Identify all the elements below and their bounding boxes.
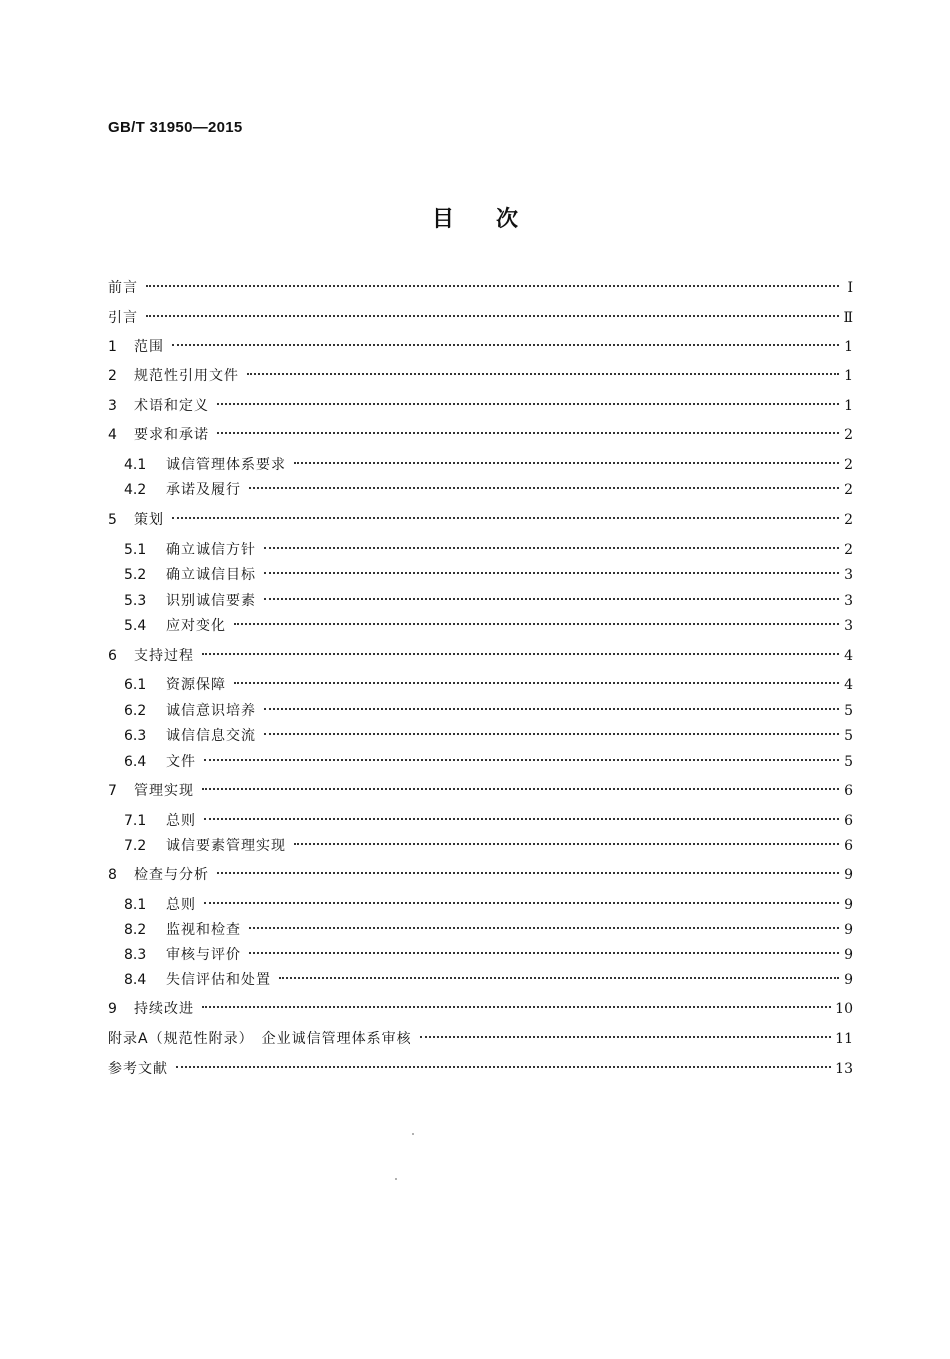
toc-entry-label: 引言 xyxy=(108,310,138,326)
toc-entry[interactable] xyxy=(108,675,853,695)
toc-entry-label: 规范性引用文件 xyxy=(134,368,239,384)
dot-leader xyxy=(247,373,839,375)
toc-entry[interactable] xyxy=(108,366,853,386)
dot-leader xyxy=(217,872,839,874)
toc-entry-number: 1 xyxy=(108,339,117,355)
toc-entry[interactable] xyxy=(108,396,853,416)
toc-entry-page-number: 1 xyxy=(844,398,853,414)
toc-entry[interactable] xyxy=(108,591,853,611)
toc-entry-label: 总则 xyxy=(166,897,196,913)
dot-leader xyxy=(249,927,839,929)
dot-leader xyxy=(202,653,839,655)
toc-entry[interactable] xyxy=(108,752,853,772)
dot-leader xyxy=(176,1066,831,1068)
toc-entry-number: 9 xyxy=(108,1001,117,1017)
toc-entry-label: 审核与评价 xyxy=(166,947,241,963)
toc-entry-number: 8 xyxy=(108,867,117,883)
toc-entry-page-number: 6 xyxy=(844,783,853,799)
toc-entry-page-number: 9 xyxy=(844,922,853,938)
toc-entry-label: 策划 xyxy=(134,512,164,528)
toc-entry-page-number: 2 xyxy=(844,457,853,473)
toc-entry-label: 识别诚信要素 xyxy=(166,593,256,609)
dot-leader xyxy=(264,572,839,574)
toc-entry[interactable] xyxy=(108,1029,853,1049)
dot-leader xyxy=(204,902,839,904)
toc-entry-number: 6 xyxy=(108,648,117,664)
toc-entry-number: 5.4 xyxy=(124,618,147,634)
toc-entry-number: 3 xyxy=(108,398,117,414)
toc-entry-page-number: 9 xyxy=(844,947,853,963)
toc-entry[interactable] xyxy=(108,565,853,585)
toc-entry-number: 5.3 xyxy=(124,593,147,609)
toc-entry-label: 范围 xyxy=(134,339,164,355)
toc-entry-page-number: 2 xyxy=(844,512,853,528)
toc-entry[interactable] xyxy=(108,308,853,328)
toc-entry-number: 7 xyxy=(108,783,117,799)
toc-entry-page-number: 9 xyxy=(844,897,853,913)
page-title: 目次 xyxy=(431,207,560,232)
toc-entry-number: 4.2 xyxy=(124,482,147,498)
toc-entry-number: 8.1 xyxy=(124,897,147,913)
toc-entry[interactable] xyxy=(108,726,853,746)
toc-entry-label: 资源保障 xyxy=(166,677,226,693)
toc-entry-page-number: 5 xyxy=(844,728,853,744)
toc-entry-page-number: 5 xyxy=(844,754,853,770)
toc-entry-page-number: 6 xyxy=(844,813,853,829)
toc-entry[interactable] xyxy=(108,945,853,965)
toc-entry-label: 前言 xyxy=(108,280,138,296)
toc-entry[interactable] xyxy=(108,836,853,856)
dot-leader xyxy=(234,623,839,625)
toc-entry-label: 监视和检查 xyxy=(166,922,241,938)
toc-entry-number: 5 xyxy=(108,512,117,528)
dot-leader xyxy=(217,432,839,434)
toc-entry-label: 要求和承诺 xyxy=(134,427,209,443)
dot-leader xyxy=(420,1036,832,1038)
toc-entry-number: 6.1 xyxy=(124,677,147,693)
toc-entry-label: 术语和定义 xyxy=(134,398,209,414)
toc-entry[interactable] xyxy=(108,920,853,940)
toc-entry-page-number: 2 xyxy=(844,482,853,498)
dot-leader xyxy=(202,1006,831,1008)
dot-leader xyxy=(249,952,839,954)
toc-entry-label: 诚信要素管理实现 xyxy=(166,838,286,854)
toc-entry-page-number: 9 xyxy=(844,972,853,988)
toc-entry[interactable] xyxy=(108,616,853,636)
dot-leader xyxy=(264,708,839,710)
toc-entry-number: 8.2 xyxy=(124,922,147,938)
toc-entry-label: 诚信信息交流 xyxy=(166,728,256,744)
toc-entry-label: 确立诚信目标 xyxy=(166,567,256,583)
toc-entry[interactable] xyxy=(108,540,853,560)
toc-entry[interactable] xyxy=(108,480,853,500)
dot-leader xyxy=(202,788,839,790)
toc-entry-label: 确立诚信方针 xyxy=(166,542,256,558)
toc-entry[interactable] xyxy=(108,510,853,530)
scan-speck xyxy=(412,1133,414,1135)
dot-leader xyxy=(294,462,839,464)
toc-entry[interactable] xyxy=(108,999,853,1019)
toc-entry-number: 5.2 xyxy=(124,567,147,583)
toc-entry[interactable] xyxy=(108,895,853,915)
dot-leader xyxy=(264,733,839,735)
toc-entry-label: 承诺及履行 xyxy=(166,482,241,498)
toc-entry-number: 4 xyxy=(108,427,117,443)
toc-entry-label: 应对变化 xyxy=(166,618,226,634)
dot-leader xyxy=(264,547,839,549)
toc-entry-number: 6.2 xyxy=(124,703,147,719)
toc-entry-number: 7.1 xyxy=(124,813,147,829)
dot-leader xyxy=(204,818,839,820)
document-code: GB/T 31950—2015 xyxy=(108,119,243,136)
toc-entry-page-number: 1 xyxy=(844,368,853,384)
toc-entry[interactable] xyxy=(108,278,853,298)
toc-entry[interactable] xyxy=(108,455,853,475)
toc-entry-label: 诚信管理体系要求 xyxy=(166,457,286,473)
toc-entry-label: 诚信意识培养 xyxy=(166,703,256,719)
toc-entry-label: 检查与分析 xyxy=(134,867,209,883)
dot-leader xyxy=(234,682,839,684)
dot-leader xyxy=(204,759,839,761)
toc-entry[interactable] xyxy=(108,811,853,831)
scan-speck xyxy=(395,1178,397,1180)
toc-entry-page-number: 3 xyxy=(844,618,853,634)
toc-entry-page-number: Ⅱ xyxy=(843,310,853,326)
toc-entry[interactable] xyxy=(108,425,853,445)
toc-entry-label: 总则 xyxy=(166,813,196,829)
toc-entry-number: 4.1 xyxy=(124,457,147,473)
toc-entry-page-number: 2 xyxy=(844,427,853,443)
toc-entry-page-number: 3 xyxy=(844,593,853,609)
toc-entry[interactable] xyxy=(108,1059,853,1079)
toc-entry[interactable] xyxy=(108,701,853,721)
toc-entry-label: 支持过程 xyxy=(134,648,194,664)
toc-entry-number: 8.3 xyxy=(124,947,147,963)
dot-leader xyxy=(279,977,839,979)
toc-entry-page-number: 4 xyxy=(844,677,853,693)
dot-leader xyxy=(217,403,839,405)
toc-entry-page-number: 2 xyxy=(844,542,853,558)
toc-entry-label: 持续改进 xyxy=(134,1001,194,1017)
toc-entry-number: 6.3 xyxy=(124,728,147,744)
toc-entry[interactable] xyxy=(108,865,853,885)
toc-entry-label: 管理实现 xyxy=(134,783,194,799)
dot-leader xyxy=(146,285,839,287)
toc-entry-page-number: 4 xyxy=(844,648,853,664)
toc-entry[interactable] xyxy=(108,646,853,666)
toc-entry-page-number: 1 xyxy=(844,339,853,355)
toc-entry-label: 失信评估和处置 xyxy=(166,972,271,988)
toc-entry[interactable] xyxy=(108,781,853,801)
toc-entry-number: 5.1 xyxy=(124,542,147,558)
dot-leader xyxy=(294,843,839,845)
toc-entry-page-number: 3 xyxy=(844,567,853,583)
toc-entry-number: 7.2 xyxy=(124,838,147,854)
dot-leader xyxy=(146,315,839,317)
dot-leader xyxy=(172,344,839,346)
toc-entry-label: 文件 xyxy=(166,754,196,770)
toc-entry-page-number: 11 xyxy=(835,1031,853,1047)
toc-entry-page-number: 13 xyxy=(835,1061,853,1077)
dot-leader xyxy=(172,517,839,519)
toc-entry-page-number: 6 xyxy=(844,838,853,854)
toc-entry-page-number: Ⅰ xyxy=(847,280,853,296)
toc-entry-page-number: 10 xyxy=(835,1001,853,1017)
dot-leader xyxy=(249,487,839,489)
toc-entry-number: 6.4 xyxy=(124,754,147,770)
dot-leader xyxy=(264,598,839,600)
toc-entry-page-number: 9 xyxy=(844,867,853,883)
toc-entry[interactable] xyxy=(108,970,853,990)
toc-entry-page-number: 5 xyxy=(844,703,853,719)
toc-entry-label: 附录A（规范性附录） 企业诚信管理体系审核 xyxy=(108,1031,412,1047)
toc-entry-number: 2 xyxy=(108,368,117,384)
toc-entry-number: 8.4 xyxy=(124,972,147,988)
toc-entry-label: 参考文献 xyxy=(108,1061,168,1077)
toc-entry[interactable] xyxy=(108,337,853,357)
